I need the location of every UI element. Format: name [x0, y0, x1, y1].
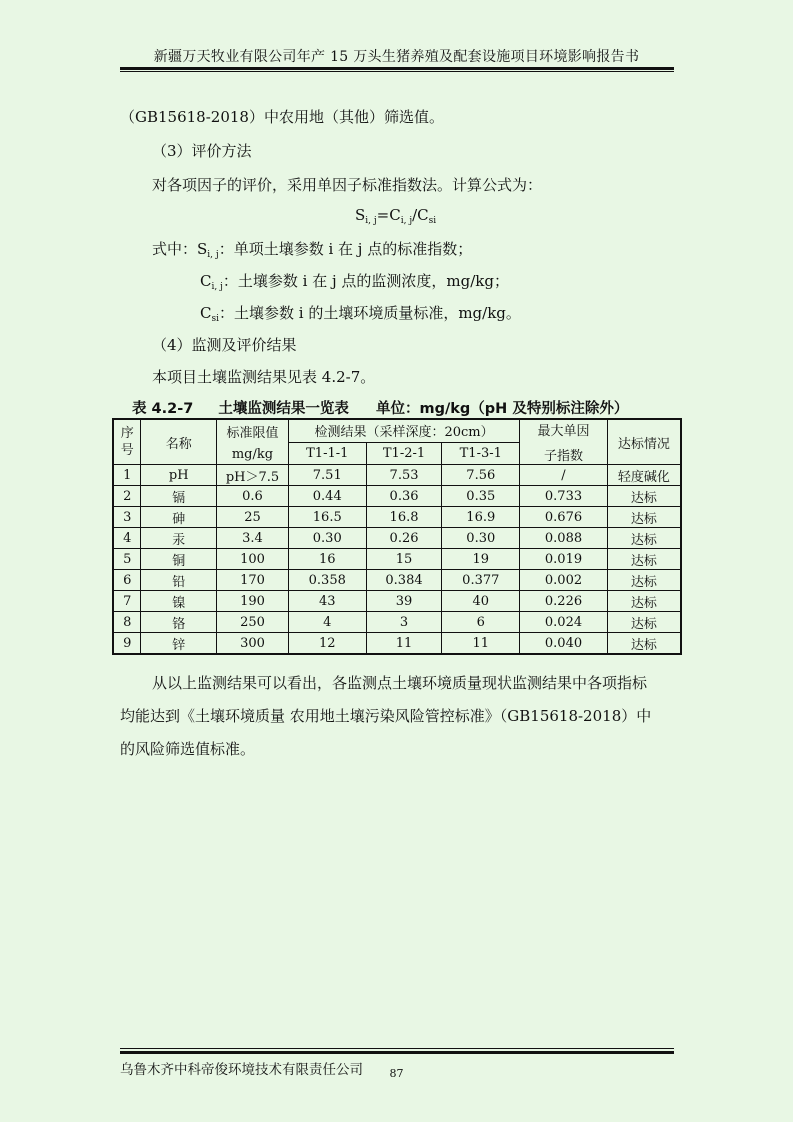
soil-results-table: [112, 418, 682, 655]
cell-max-index: 0.226: [520, 591, 608, 612]
cell-no: 7: [113, 591, 141, 612]
cell-sample-2: 0.384: [366, 570, 442, 591]
cell-limit: 300: [217, 633, 289, 655]
cell-limit: 190: [217, 591, 289, 612]
definition-s-sub: i, j: [207, 250, 219, 260]
cell-max-index: 0.002: [520, 570, 608, 591]
cell-status: 轻度碱化: [607, 465, 681, 486]
footer-company: 乌鲁木齐中科帝俊环境技术有限责任公司: [120, 1062, 363, 1078]
table-row: [113, 591, 681, 612]
paragraph-table-ref: 本项目土壤监测结果见表 4.2-7。: [152, 368, 376, 386]
cell-sample-1: 0.358: [288, 570, 366, 591]
cell-sample-3: 11: [442, 633, 520, 655]
cell-status: 达标: [607, 612, 681, 633]
cell-sample-2: 0.26: [366, 528, 442, 549]
formula-cs-sub: si: [428, 216, 437, 226]
header-max-line2: 子指数: [543, 449, 583, 464]
cell-limit: 0.6: [217, 486, 289, 507]
cell-name: pH: [141, 465, 217, 486]
header-limit-line2: mg/kg: [231, 447, 274, 462]
cell-limit: 3.4: [217, 528, 289, 549]
formula-eq-c: =C: [376, 206, 401, 224]
cell-sample-2: 11: [366, 633, 442, 655]
cell-sample-1: 0.44: [288, 486, 366, 507]
paragraph-standard-ref: （GB15618-2018）中农用地（其他）筛选值。: [120, 108, 444, 126]
table-caption-title: 土壤监测结果一览表: [218, 401, 349, 417]
header-rule: [120, 67, 674, 70]
header-status: 达标情况: [607, 419, 681, 465]
cell-status: 达标: [607, 591, 681, 612]
table-row: [113, 507, 681, 528]
cell-max-index: 0.040: [520, 633, 608, 655]
cell-name: 锌: [141, 633, 217, 655]
cell-status: 达标: [607, 633, 681, 655]
cell-sample-2: 39: [366, 591, 442, 612]
cell-sample-1: 7.51: [288, 465, 366, 486]
header-rule-thin: [120, 71, 674, 72]
header-limit-line1: 标准限值: [226, 426, 279, 441]
cell-max-index: 0.088: [520, 528, 608, 549]
heading-evaluation-method: （3）评价方法: [152, 142, 252, 160]
conclusion-line-3: 的风险筛选值标准。: [120, 740, 256, 758]
cell-sample-1: 4: [288, 612, 366, 633]
cell-no: 9: [113, 633, 141, 655]
table-row: [113, 570, 681, 591]
cell-name: 铜: [141, 549, 217, 570]
cell-limit: 250: [217, 612, 289, 633]
cell-max-index: /: [520, 465, 608, 486]
conclusion-line-1: 从以上监测结果可以看出，各监测点土壤环境质量现状监测结果中各项指标: [152, 674, 648, 692]
definition-s-symbol: S: [197, 240, 208, 258]
cell-name: 镍: [141, 591, 217, 612]
heading-results: （4）监测及评价结果: [152, 336, 297, 354]
cell-limit: 170: [217, 570, 289, 591]
cell-no: 5: [113, 549, 141, 570]
formula-s: S: [355, 206, 366, 224]
header-limit: [217, 419, 289, 465]
definition-s-text: ：单项土壤参数 i 在 j 点的标准指数；: [218, 240, 473, 258]
cell-sample-3: 16.9: [442, 507, 520, 528]
cell-sample-2: 16.8: [366, 507, 442, 528]
table-row: [113, 633, 681, 655]
cell-sample-1: 16: [288, 549, 366, 570]
cell-status: 达标: [607, 549, 681, 570]
cell-sample-3: 0.377: [442, 570, 520, 591]
cell-max-index: 0.733: [520, 486, 608, 507]
cell-max-index: 0.019: [520, 549, 608, 570]
page-number: 87: [389, 1067, 404, 1080]
cell-limit: 25: [217, 507, 289, 528]
cell-sample-3: 0.30: [442, 528, 520, 549]
table-row: [113, 528, 681, 549]
formula: [355, 206, 436, 226]
header-name: 名称: [141, 419, 217, 465]
cell-sample-2: 3: [366, 612, 442, 633]
formula-s-sub: i, j: [365, 216, 377, 226]
conclusion-line-2: 均能达到《土壤环境质量 农用地土壤污染风险管控标准》（GB15618-2018）中: [120, 707, 652, 725]
formula-slash-c: /C: [412, 206, 429, 224]
cell-name: 镉: [141, 486, 217, 507]
header-title: 新疆万天牧业有限公司年产 15 万头生猪养殖及配套设施项目环境影响报告书: [153, 49, 640, 65]
cell-sample-1: 0.30: [288, 528, 366, 549]
header-max-line1: 最大单因: [537, 424, 590, 439]
cell-no: 2: [113, 486, 141, 507]
definition-c-symbol: C: [200, 272, 212, 290]
cell-sample-2: 15: [366, 549, 442, 570]
cell-no: 3: [113, 507, 141, 528]
cell-name: 砷: [141, 507, 217, 528]
definition-c-sub: i, j: [211, 282, 223, 292]
cell-no: 6: [113, 570, 141, 591]
cell-sample-3: 0.35: [442, 486, 520, 507]
cell-sample-3: 19: [442, 549, 520, 570]
cell-sample-3: 7.56: [442, 465, 520, 486]
definition-prefix: 式中：: [152, 240, 198, 258]
cell-status: 达标: [607, 507, 681, 528]
cell-status: 达标: [607, 570, 681, 591]
cell-no: 1: [113, 465, 141, 486]
footer-rule-thin: [120, 1048, 674, 1049]
cell-sample-1: 12: [288, 633, 366, 655]
definition-c: [200, 270, 509, 292]
definition-cs-text: ：土壤参数 i 的土壤环境质量标准，mg/kg。: [218, 304, 521, 322]
cell-sample-2: 0.36: [366, 486, 442, 507]
cell-no: 8: [113, 612, 141, 633]
table-row: [113, 486, 681, 507]
cell-sample-3: 40: [442, 591, 520, 612]
header-sample-3: T1-3-1: [442, 442, 520, 465]
cell-limit: pH＞7.5: [217, 465, 289, 486]
header-no: 序号: [113, 419, 141, 465]
cell-max-index: 0.676: [520, 507, 608, 528]
header-results: 检测结果（采样深度：20cm）: [288, 419, 519, 442]
table-row: [113, 465, 681, 486]
cell-max-index: 0.024: [520, 612, 608, 633]
cell-no: 4: [113, 528, 141, 549]
table-caption-unit: 单位：mg/kg（pH 及特别标注除外）: [375, 401, 629, 417]
cell-status: 达标: [607, 486, 681, 507]
header-sample-2: T1-2-1: [366, 442, 442, 465]
definition-cs-sub: si: [211, 314, 219, 324]
cell-sample-3: 6: [442, 612, 520, 633]
definition-s: [152, 238, 472, 260]
cell-sample-1: 16.5: [288, 507, 366, 528]
definition-cs: [200, 302, 521, 324]
cell-sample-1: 43: [288, 591, 366, 612]
table-body: [113, 465, 681, 655]
table-row: [113, 549, 681, 570]
cell-sample-2: 7.53: [366, 465, 442, 486]
formula-c-sub: i, j: [400, 216, 413, 226]
cell-limit: 100: [217, 549, 289, 570]
header-sample-1: T1-1-1: [288, 442, 366, 465]
cell-name: 汞: [141, 528, 217, 549]
table-caption-number: 表 4.2-7: [132, 401, 194, 417]
cell-name: 铅: [141, 570, 217, 591]
cell-name: 铬: [141, 612, 217, 633]
table-caption: [112, 397, 682, 418]
paragraph-method: 对各项因子的评价，采用单因子标准指数法。计算公式为：: [152, 176, 543, 194]
cell-status: 达标: [607, 528, 681, 549]
header-max-index: [520, 419, 608, 465]
footer-rule: [120, 1051, 674, 1054]
definition-c-text: ：土壤参数 i 在 j 点的监测浓度，mg/kg；: [222, 272, 509, 290]
table-row: [113, 612, 681, 633]
definition-cs-symbol: C: [200, 304, 212, 322]
